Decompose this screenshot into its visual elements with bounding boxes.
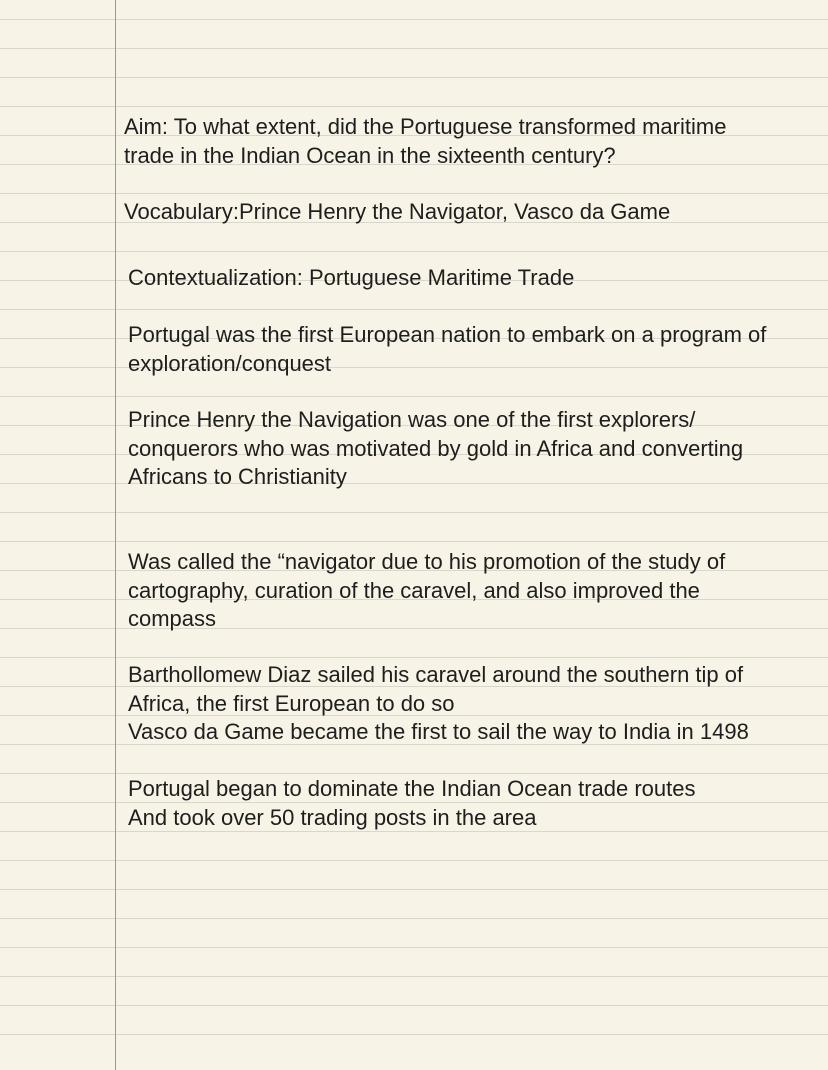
prince-henry-line-2: conquerors who was motivated by gold in Africa and converting [128, 435, 744, 461]
contextualization-heading [128, 264, 574, 293]
contextualization-line: Contextualization: Portuguese Maritime Trade [128, 265, 575, 290]
portugal-first-paragraph [128, 321, 766, 378]
diaz-line-2: Africa, the first European to do so [128, 690, 455, 716]
aim-paragraph [124, 113, 726, 170]
portugal-first-line-2: exploration/conquest [128, 350, 332, 376]
prince-henry-line-3: Africans to Christianity [128, 464, 347, 490]
diaz-line-1: Barthollomew Diaz sailed his caravel around the southern tip of [128, 662, 744, 687]
margin-line [115, 0, 116, 1070]
navigator-paragraph [128, 548, 725, 634]
dominate-line-2: And took over 50 trading posts in the area [128, 804, 537, 830]
diaz-line-3: Vasco da Game became the first to sail the way to India in 1498 [128, 719, 749, 745]
aim-line-1: Aim: To what extent, did the Portuguese transformed maritime [124, 114, 727, 139]
vocabulary-line: Vocabulary:Prince Henry the Navigator, Vasco da Game [124, 199, 671, 224]
dominate-paragraph [128, 775, 696, 832]
prince-henry-line-1: Prince Henry the Navigation was one of the first explorers/ [128, 407, 696, 432]
portugal-first-line-1: Portugal was the first European nation to embark on a program of [128, 322, 767, 347]
navigator-line-3: compass [128, 606, 217, 632]
vocabulary-paragraph [124, 198, 670, 227]
dominate-line-1: Portugal began to dominate the Indian Ocean trade routes [128, 776, 696, 801]
navigator-line-2: cartography, curation of the caravel, and also improved the [128, 577, 700, 603]
aim-line-2: trade in the Indian Ocean in the sixteenth century? [124, 142, 616, 168]
navigator-line-1: Was called the “navigator due to his promotion of the study of [128, 549, 726, 574]
diaz-paragraph [128, 661, 749, 747]
prince-henry-paragraph [128, 406, 743, 492]
